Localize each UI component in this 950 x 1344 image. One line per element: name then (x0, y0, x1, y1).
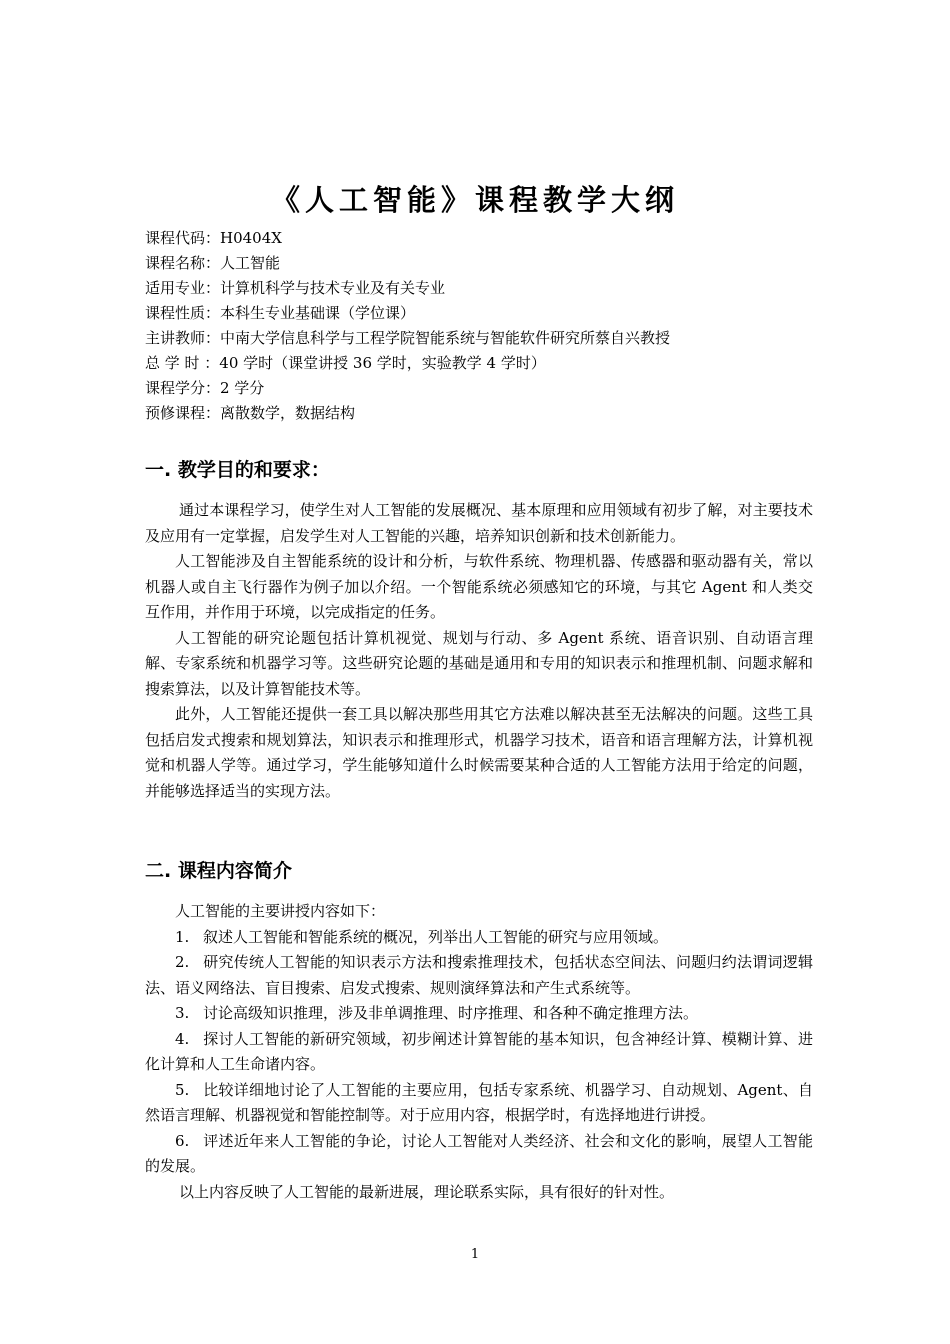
course-nature: 课程性质：本科生专业基础课（学位课） (145, 304, 416, 322)
list-item (145, 1129, 813, 1180)
paragraph: 人工智能的主要讲授内容如下： (175, 902, 386, 920)
list-number: 1. (175, 927, 190, 946)
list-number: 3. (175, 1004, 190, 1022)
lecturer: 主讲教师：中南大学信息科学与工程学院智能系统与智能软件研究所蔡自兴教授 (145, 329, 671, 347)
section-heading-objectives: 一. 教学目的和要求： (145, 459, 330, 481)
section-heading-content: 二. 课程内容简介 (145, 860, 292, 882)
section-content-body (145, 899, 813, 1205)
course-name: 课程名称：人工智能 (145, 254, 281, 272)
paragraph: 人工智能的研究论题包括计算机视觉、规划与行动、多 Agent 系统、语音识别、自动语言理解、专家系统和机器学习等。这些研究论题的基础是通用和专用的知识表示和推理机制、问题求解和搜索算法，以及计算智能技术等。 (145, 628, 813, 698)
list-text: 探讨人工智能的新研究领域，初步阐述计算智能的基本知识，包含神经计算、模糊计算、进化计算和人工生命诸内容。 (145, 1029, 813, 1073)
list-text: 研究传统人工智能的知识表示方法和搜索推理技术，包括状态空间法、问题归约法谓词逻辑法、语义网络法、盲目搜索、启发式搜索、规则演绎算法和产生式系统等。 (145, 953, 813, 997)
paragraph: 此外，人工智能还提供一套工具以解决那些用其它方法难以解决甚至无法解决的问题。这些工具包括启发式搜索和规划算法，知识表示和推理形式，机器学习技术，语音和语言理解方法，计算机视觉和机器人学等。通过学习，学生能够知道什么时候需要某种合适的人工智能方法用于给定的问题，并能够选择适当的实现方法。 (145, 705, 813, 800)
list-item (145, 925, 813, 951)
applicable-major: 适用专业：计算机科学与技术专业及有关专业 (145, 279, 446, 297)
list-number: 4. (175, 1029, 190, 1048)
list-text: 讨论高级知识推理，涉及非单调推理、时序推理、和各种不确定推理方法。 (203, 1004, 699, 1022)
total-hours: 总 学 时 ：40 学时（课堂讲授 36 学时，实验教学 4 学时） (145, 354, 546, 372)
list-text: 叙述人工智能和智能系统的概况，列举出人工智能的研究与应用领域。 (203, 927, 669, 946)
credits: 课程学分：2 学分 (145, 379, 265, 397)
list-item (145, 1001, 813, 1027)
page-number: 1 (470, 1247, 480, 1262)
section-objectives-body (145, 498, 813, 804)
document-title: 《人工智能》课程教学大纲 (270, 183, 679, 217)
paragraph: 通过本课程学习，使学生对人工智能的发展概况、基本原理和应用领域有初步了解，对主要技术及应用有一定掌握，启发学生对人工智能的兴趣，培养知识创新和技术创新能力。 (145, 501, 813, 545)
list-number: 5. (175, 1080, 190, 1099)
paragraph: 人工智能涉及自主智能系统的设计和分析，与软件系统、物理机器、传感器和驱动器有关，常以机器人或自主飞行器作为例子加以介绍。一个智能系统必须感知它的环境，与其它 Agent 和人类交互作用，并作用于环境，以完成指定的任务。 (145, 552, 813, 621)
list-number: 6. (175, 1131, 190, 1150)
course-info (145, 226, 825, 426)
prerequisites: 预修课程：离散数学，数据结构 (145, 404, 356, 422)
list-text: 评述近年来人工智能的争论，讨论人工智能对人类经济、社会和文化的影响，展望人工智能的发展。 (145, 1131, 813, 1175)
list-item (145, 1078, 813, 1129)
list-item (145, 1027, 813, 1078)
course-code: 课程代码：H0404X (145, 229, 282, 247)
list-number: 2. (175, 953, 190, 971)
list-item (145, 950, 813, 1001)
paragraph: 以上内容反映了人工智能的最新进展，理论联系实际，具有很好的针对性。 (179, 1182, 675, 1201)
list-text: 比较详细地讨论了人工智能的主要应用，包括专家系统、机器学习、自动规划、Agent、自然语言理解、机器视觉和智能控制等。对于应用内容，根据学时，有选择地进行讲授。 (145, 1080, 813, 1124)
